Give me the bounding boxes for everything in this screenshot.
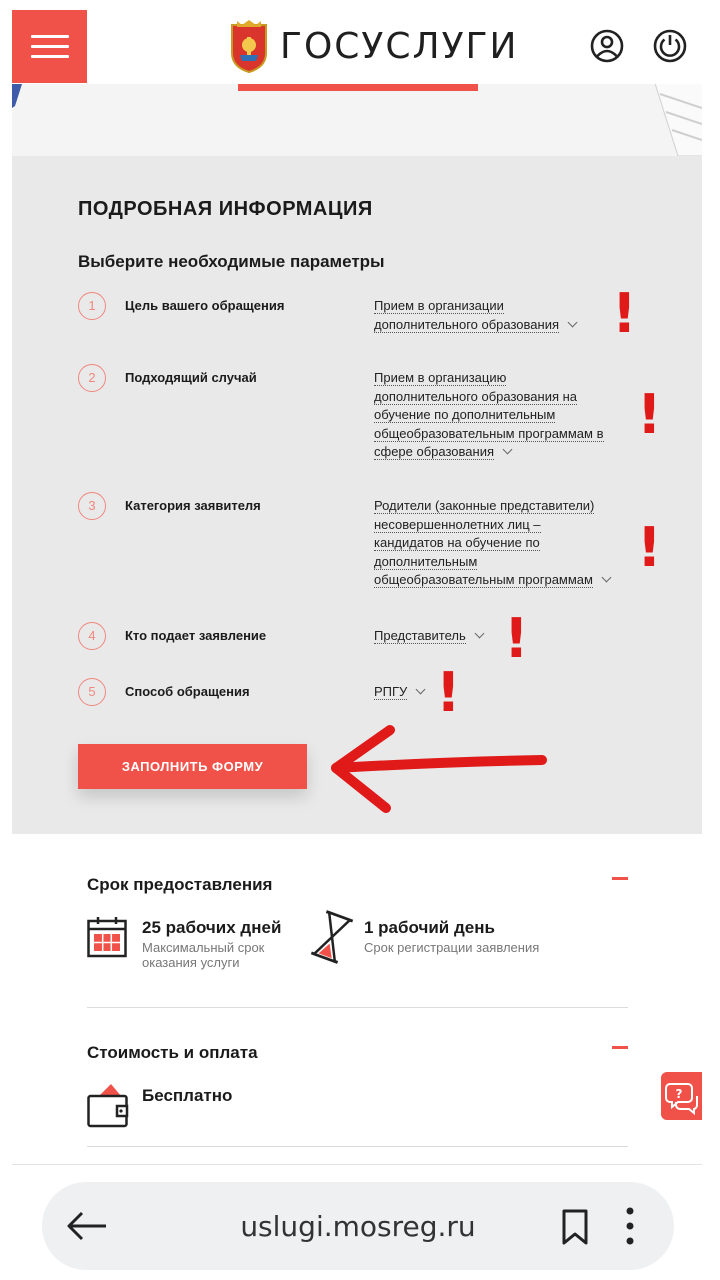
chat-help-icon xyxy=(661,1072,702,1120)
chevron-down-icon xyxy=(416,685,426,695)
term-section-title: Срок предоставления xyxy=(87,875,273,894)
step-number: 3 xyxy=(78,492,106,520)
header-accent-bar xyxy=(238,84,478,91)
method-select[interactable]: РПГУ xyxy=(374,683,424,702)
menu-button[interactable] xyxy=(12,10,87,83)
reg-term-value: 1 рабочий день xyxy=(364,918,495,937)
more-options-icon[interactable] xyxy=(624,1206,636,1246)
param-label: Кто подает заявление xyxy=(125,628,267,643)
crest-icon xyxy=(228,19,270,73)
user-profile-icon[interactable] xyxy=(589,28,625,64)
chevron-down-icon xyxy=(503,445,513,455)
collapse-cost-button[interactable] xyxy=(612,1046,628,1049)
step-number: 5 xyxy=(78,678,106,706)
step-number: 4 xyxy=(78,622,106,650)
panel-subtitle: Выберите необходимые параметры xyxy=(78,252,385,271)
step-number: 2 xyxy=(78,364,106,392)
case-select[interactable]: Прием в организацию дополнительного образования на обучение по дополнительным общеобразовательным программам в сфере образования xyxy=(374,370,604,459)
fill-form-button[interactable]: ЗАПОЛНИТЬ ФОРМУ xyxy=(78,744,307,789)
param-label: Цель вашего обращения xyxy=(125,298,285,313)
power-icon[interactable] xyxy=(652,28,688,64)
section-divider xyxy=(87,1007,628,1008)
arrow-annotation xyxy=(320,724,550,814)
browser-url-bar[interactable] xyxy=(42,1182,674,1270)
panel-title: ПОДРОБНАЯ ИНФОРМАЦИЯ xyxy=(78,198,373,220)
calendar-icon xyxy=(87,916,127,958)
param-label: Способ обращения xyxy=(125,684,250,699)
exclamation-mark-annotation: ! xyxy=(436,661,461,724)
hourglass-icon xyxy=(308,910,356,964)
step-number: 1 xyxy=(78,292,106,320)
app-header xyxy=(12,10,702,84)
page-bottom-divider xyxy=(12,1164,702,1165)
exclamation-mark-annotation: ! xyxy=(504,607,529,670)
cost-section-title: Стоимость и оплата xyxy=(87,1043,258,1062)
chevron-down-icon xyxy=(474,629,484,639)
hero-image xyxy=(12,84,702,156)
wallet-icon xyxy=(87,1082,129,1128)
exclamation-mark-annotation: ! xyxy=(637,383,662,446)
bookmark-icon[interactable] xyxy=(560,1208,590,1246)
chevron-down-icon xyxy=(568,317,578,327)
cost-value: Бесплатно xyxy=(142,1086,233,1105)
logo-text: ГОСУСЛУГИ xyxy=(280,25,519,67)
param-label: Подходящий случай xyxy=(125,370,257,385)
purpose-select[interactable]: Прием в организации дополнительного образования xyxy=(374,297,576,334)
exclamation-mark-annotation: ! xyxy=(637,516,662,579)
svg-text:?: ? xyxy=(675,1087,683,1101)
chevron-down-icon xyxy=(602,573,612,583)
applicant-category-select[interactable]: Родители (законные представители) несовершеннолетних лиц – кандидатов на обучение по дополнительным общеобразовательным программам xyxy=(374,497,610,590)
details-panel xyxy=(12,156,702,834)
collapse-term-button[interactable] xyxy=(612,877,628,880)
url-text[interactable]: uslugi.mosreg.ru xyxy=(240,1210,476,1243)
max-term-desc: Максимальный срок оказания услуги xyxy=(142,940,265,970)
site-logo[interactable] xyxy=(228,18,518,74)
max-term-value: 25 рабочих дней xyxy=(142,918,282,937)
support-chat-button[interactable] xyxy=(661,1072,702,1120)
exclamation-mark-annotation: ! xyxy=(612,282,637,345)
param-label: Категория заявителя xyxy=(125,498,261,513)
submitter-select[interactable]: Представитель xyxy=(374,627,483,646)
reg-term-desc: Срок регистрации заявления xyxy=(364,940,540,955)
section-divider xyxy=(87,1146,628,1147)
